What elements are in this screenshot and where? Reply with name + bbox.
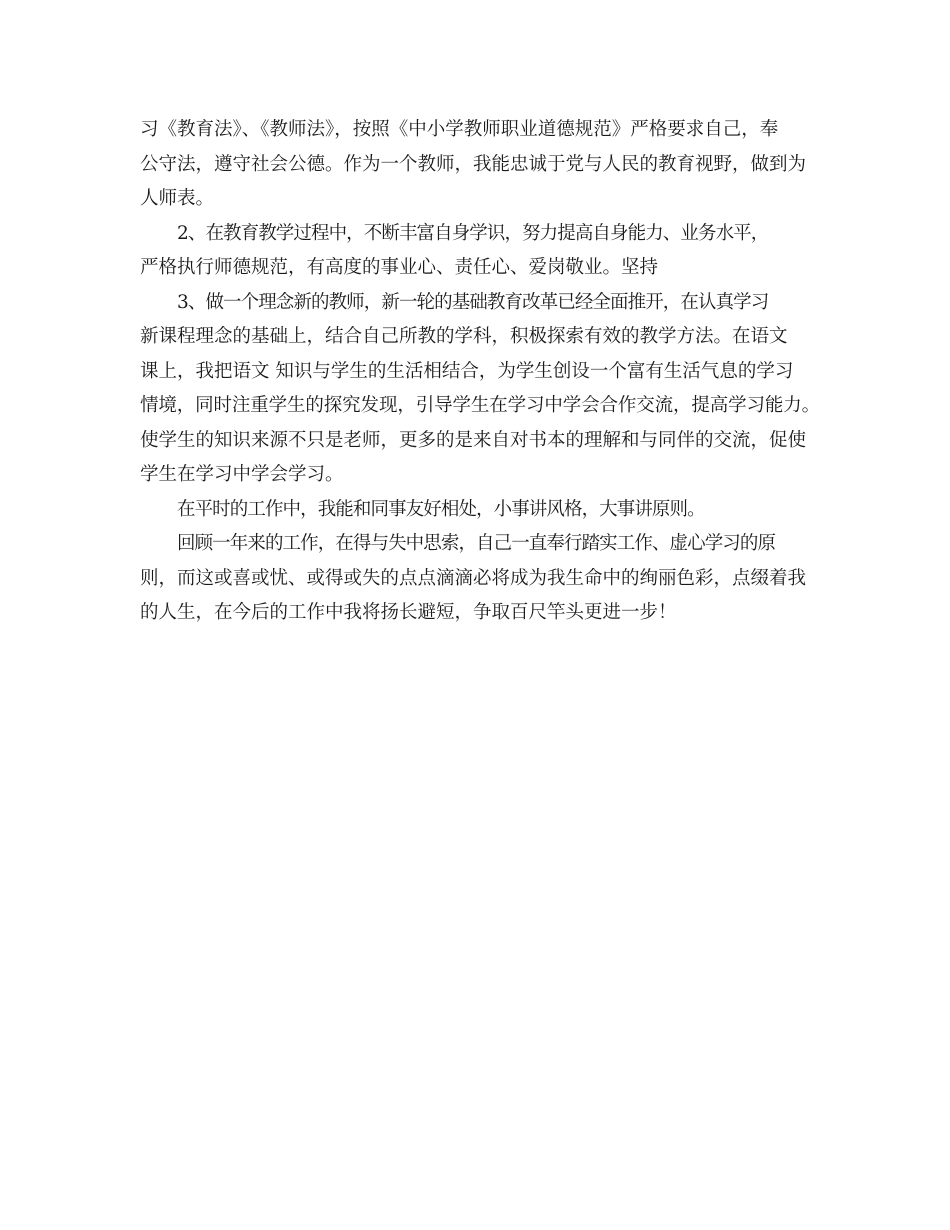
text-line: 公守法，遵守社会公德。作为一个教师，我能忠诚于党与人民的教育视野，做到为 bbox=[140, 153, 807, 175]
text-line: 学生在学习中学会学习。 bbox=[140, 464, 344, 485]
text-line: 则，而这或喜或忧、或得或失的点点滴滴必将成为我生命中的绚丽色彩，点缀着我 bbox=[140, 567, 807, 589]
text-line: 2、在教育教学过程中，不断丰富自身学识，努力提高自身能力、业务水平， bbox=[177, 222, 769, 244]
text-line: 在平时的工作中，我能和同事友好相处，小事讲风格，大事讲原则。 bbox=[177, 498, 705, 520]
text-line: 习《教育法》、《教师法》，按照《中小学教师职业道德规范》严格要求自己，奉 bbox=[140, 119, 779, 140]
text-line: 新课程理念的基础上，结合自己所教的学科，积极探索有效的教学方法。在语文 bbox=[140, 326, 788, 347]
text-line: 回顾一年来的工作，在得与失中思索，自己一直奉行踏实工作、虚心学习的原 bbox=[177, 533, 776, 554]
text-line: 人师表。 bbox=[140, 188, 215, 209]
text-line: 情境，同时注重学生的探究发现，引导学生在学习中学会合作交流，提高学习能力。 bbox=[140, 395, 821, 416]
text-line: 3、做一个理念新的教师，新一轮的基础教育改革已经全面推开，在认真学习 bbox=[177, 291, 769, 313]
text-line: 严格执行师德规范，有高度的事业心、责任心、爱岗敬业。坚持 bbox=[140, 257, 659, 278]
document-body bbox=[140, 113, 820, 631]
text-line: 使学生的知识来源不只是老师，更多的是来自对书本的理解和与同伴的交流，促使 bbox=[140, 429, 807, 451]
text-line: 的人生，在今后的工作中我将扬长避短，争取百尺竿头更进一步！ bbox=[140, 602, 677, 623]
text-line: 课上，我把语文 知识与学生的生活相结合，为学生创设一个富有生活气息的学习 bbox=[140, 360, 794, 382]
